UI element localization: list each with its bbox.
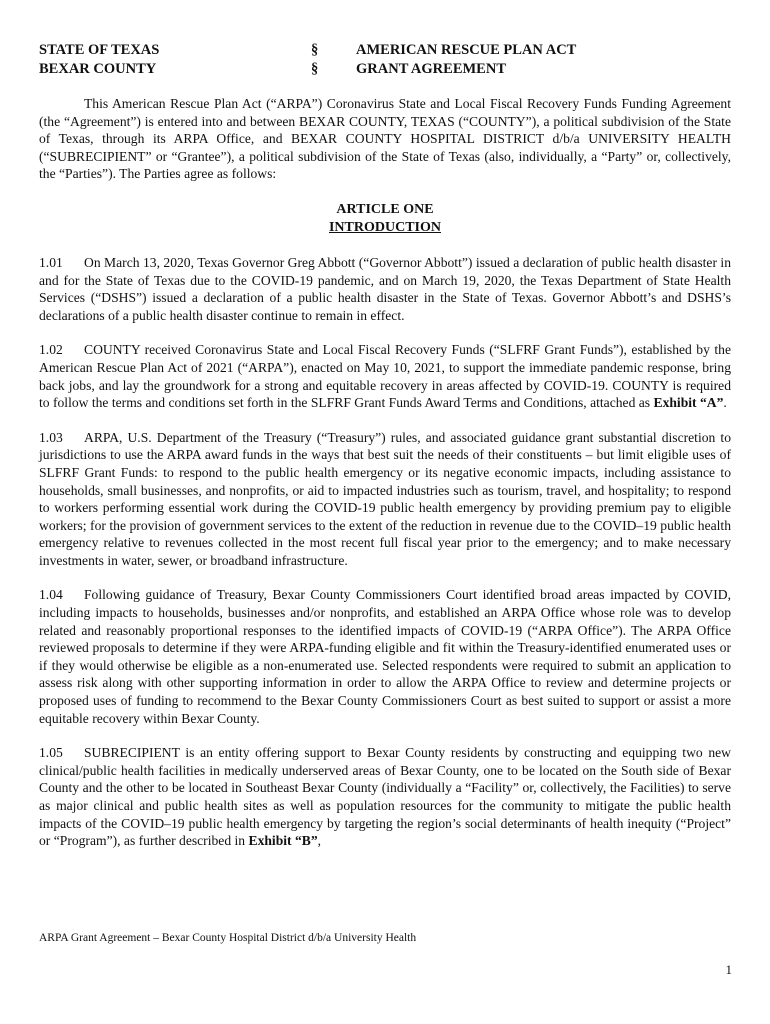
section-number: 1.01 [39,254,63,270]
section-1-05 [39,744,731,850]
intro-paragraph: This American Rescue Plan Act (“ARPA”) Coronavirus State and Local Fiscal Recovery Funds Funding Agreement (the “Agreement”) is entered into and between BEXAR COUNTY, TEXAS (“COUNTY”), a political subdivision of the State of Texas, through its ARPA Office, and BEXAR COUNTY HOSPITAL DISTRICT d/b/a UNIVERSITY HEALTH (“SUBRECIPIENT” or “Grantee”), a political subdivision of the State of Texas (also, individually, a “Party” or, collectively, the “Parties”). The Parties agree as follows: [39,96,731,182]
exhibit-b-reference: Exhibit “B” [248,833,318,849]
section-1-03 [39,429,731,570]
header-title [356,41,576,79]
document-body [39,95,731,867]
article-subtitle: INTRODUCTION [328,219,441,235]
section-number: 1.03 [39,429,63,445]
header-state: STATE OF TEXAS [39,42,160,58]
section-text-tail: , [317,833,322,849]
section-1-04 [39,586,731,727]
section-symbol: § [311,42,319,58]
header-title-line2: GRANT AGREEMENT [356,61,506,77]
page-number: 1 [725,962,732,977]
section-text: On March 13, 2020, Texas Governor Greg Abbott (“Governor Abbott”) issued a declaration of public health disaster in and for the State of Texas due to the COVID-19 pandemic, and on March 19, 2020, the Texas Department of State Health Services (“DSHS”) issued a declaration of a public health disaster in the State of Texas. Governor Abbott’s and DSHS’s declarations of a public health disaster continue to remain in effect. [39,254,731,323]
article-heading [39,201,731,237]
header-section-symbols [311,41,318,79]
section-number: 1.04 [39,587,63,603]
section-text: COUNTY received Coronavirus State and Local Fiscal Recovery Funds (“SLFRF Grant Funds”), established by the American Rescue Plan Act of 2021 (“ARPA”), enacted on May 10, 2021, to support the immediate pandemic response, bring back jobs, and lay the groundwork for a strong and equitable recovery in areas affected by COVID-19. COUNTY is required to follow the terms and conditions set forth in the SLFRF Grant Funds Award Terms and Conditions, attached as [39,342,731,411]
section-number: 1.05 [39,745,63,761]
exhibit-a-reference: Exhibit “A” [653,395,724,411]
header-jurisdiction [39,41,159,79]
header-title-line1: AMERICAN RESCUE PLAN ACT [356,42,577,58]
section-text: Following guidance of Treasury, Bexar County Commissioners Court identified broad areas impacted by COVID, including impacts to households, businesses and/or nonprofits, and established an ARPA Office whose role was to develop related and reasonably proportional responses to the identified impacts of COVID-19 (“ARPA Office”). The ARPA Office reviewed proposals to determine if they were ARPA-funding eligible and fit within the Treasury-identified enumerated uses or if they would otherwise be eligible as a non-enumerated use. Selected respondents were required to submit an application to assess risk along with other supporting information in order to allow the ARPA Office to review and determine projects or proposed uses of funding to recommend to the Bexar County Commissioners Court as best suited to support or assist a more equitable recovery within Bexar County. [39,587,731,726]
article-title: ARTICLE ONE [336,201,434,217]
header-county: BEXAR COUNTY [39,61,157,77]
section-text-tail: . [723,395,727,411]
section-1-02 [39,341,731,411]
page-footer: ARPA Grant Agreement – Bexar County Hospital District d/b/a University Health [39,932,417,944]
section-symbol: § [311,61,319,77]
section-1-01 [39,254,731,324]
section-text: ARPA, U.S. Department of the Treasury (“Treasury”) rules, and associated guidance grant substantial discretion to jurisdictions to use the ARPA award funds in the ways that best suit the needs of their constituents – but limit eligible uses of SLFRF Grant Funds: to respond to the public health emergency or its negative economic impacts, including assistance to households, small businesses, and nonprofits, or aid to impacted industries such as tourism, travel, and hospitality; to respond to workers performing essential work during the COVID-19 public health emergency by providing premium pay to eligible workers; for the provision of government services to the extent of the reduction in revenue due to the COVID–19 public health emergency relative to revenues collected in the most recent full fiscal year prior to the emergency; and to make necessary investments in water, sewer, or broadband infrastructure. [39,429,731,568]
section-number: 1.02 [39,342,63,358]
section-text: SUBRECIPIENT is an entity offering support to Bexar County residents by constructing and equipping two new clinical/public health facilities in medically underserved areas of Bexar County, one to be located on the South side of Bexar County and the other to be located in Southeast Bexar County (individually a “Facility” or, collectively, the Facilities) to serve as major clinical and public health sites as well as population resources for the community to mitigate the public health impacts of the COVID–19 public health emergency by targeting the region’s social determinants of health inequity (“Project” or “Program”), as further described in [39,745,731,849]
